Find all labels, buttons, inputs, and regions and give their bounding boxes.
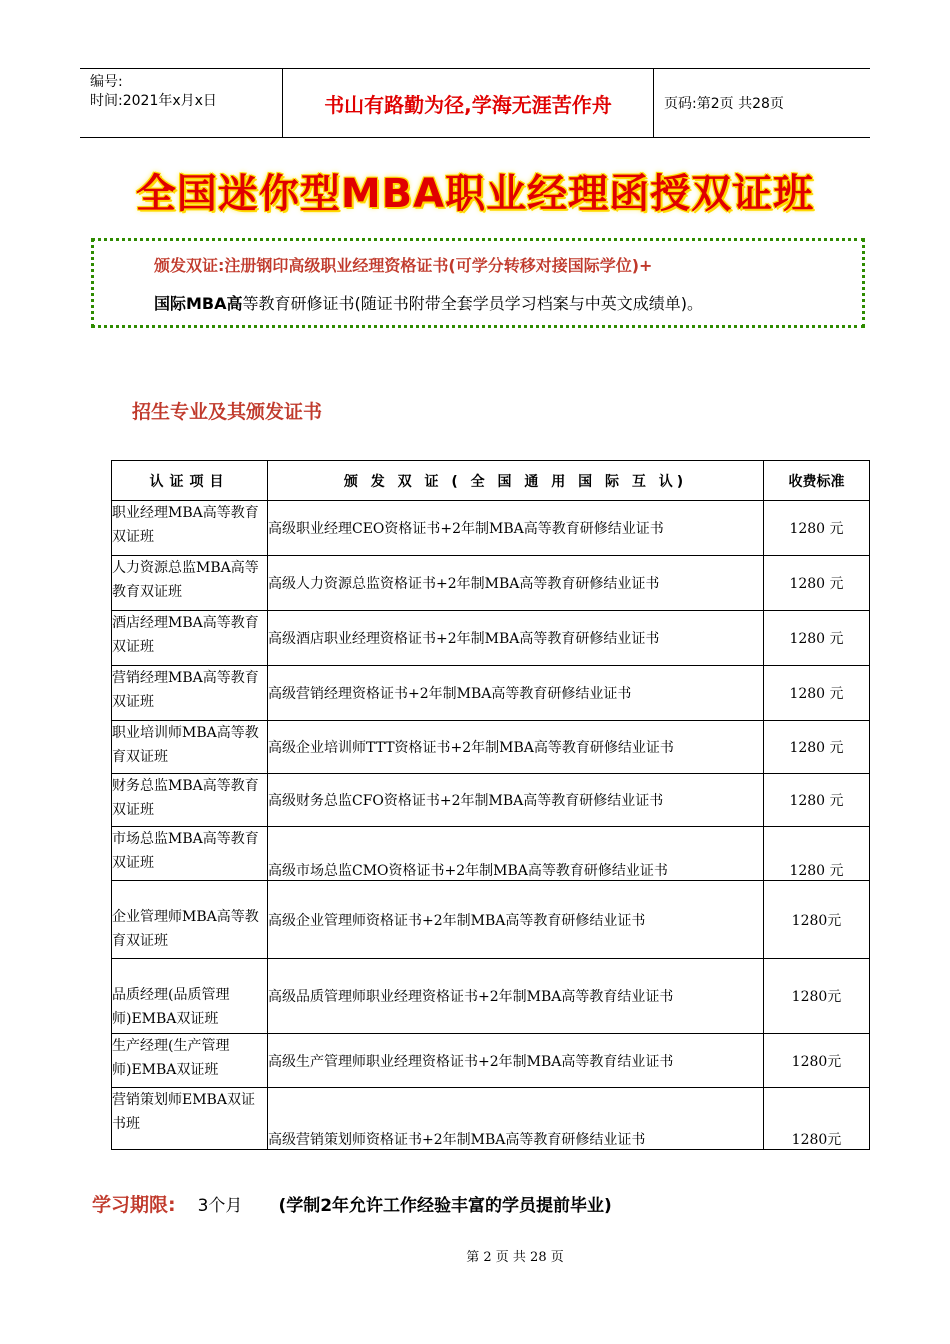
program-fee: 1280 元 xyxy=(764,556,870,611)
header-motto: 书山有路勤为径,学海无涯苦作舟 xyxy=(282,69,654,137)
program-fee: 1280元 xyxy=(764,1088,870,1150)
page-header xyxy=(80,68,870,138)
section-title: 招生专业及其颁发证书 xyxy=(132,401,323,423)
program-fee: 1280 元 xyxy=(764,611,870,666)
table-row xyxy=(112,959,870,1034)
table-row xyxy=(112,501,870,556)
program-fee: 1280 元 xyxy=(764,721,870,774)
certificate-line-2-bold: 国际MBA高 xyxy=(154,294,243,313)
header-certificates: 颁 发 双 证 ( 全 国 通 用 国 际 互 认) xyxy=(268,461,764,501)
program-fee: 1280 元 xyxy=(764,827,870,881)
program-certificates: 高级生产管理师职业经理资格证书+2年制MBA高等教育结业证书 xyxy=(268,1034,764,1088)
page-footer: 第 2 页 共 28 页 xyxy=(466,1250,564,1265)
study-period-value: 3个月 xyxy=(197,1196,243,1216)
programs-table xyxy=(111,460,870,1150)
program-certificates: 高级企业管理师资格证书+2年制MBA高等教育研修结业证书 xyxy=(268,881,764,959)
study-period-label: 学习期限: xyxy=(92,1194,176,1216)
table-row xyxy=(112,611,870,666)
study-period-note: (学制2年允许工作经验丰富的学员提前毕业) xyxy=(278,1196,612,1216)
number-label: 编号: xyxy=(90,74,123,90)
table-row xyxy=(112,774,870,827)
program-fee: 1280 元 xyxy=(764,501,870,556)
table-row xyxy=(112,721,870,774)
program-name: 职业培训师MBA高等教育双证班 xyxy=(112,721,268,774)
header-meta xyxy=(80,69,282,137)
program-fee: 1280元 xyxy=(764,881,870,959)
program-name: 酒店经理MBA高等教育双证班 xyxy=(112,611,268,666)
table-row xyxy=(112,1088,870,1150)
header-program: 认证项目 xyxy=(112,461,268,501)
program-certificates: 高级企业培训师TTT资格证书+2年制MBA高等教育研修结业证书 xyxy=(268,721,764,774)
study-period xyxy=(92,1190,612,1217)
time-label: 时间:2021年x月x日 xyxy=(90,93,217,109)
header-page-info: 页码:第2页 共28页 xyxy=(664,96,784,112)
certificate-line-1: 颁发双证:注册钢印高级职业经理资格证书(可学分转移对接国际学位)+ xyxy=(154,256,653,275)
program-certificates: 高级营销经理资格证书+2年制MBA高等教育研修结业证书 xyxy=(268,666,764,721)
document-title: 全国迷你型MBA职业经理函授双证班 xyxy=(135,171,815,217)
certificate-line-2 xyxy=(154,291,703,314)
table-row xyxy=(112,666,870,721)
program-fee: 1280元 xyxy=(764,959,870,1034)
certificate-line-2-rest: 等教育研修证书(随证书附带全套学员学习档案与中英文成绩单)。 xyxy=(242,294,704,313)
certificate-box xyxy=(91,238,865,328)
program-name: 市场总监MBA高等教育双证班 xyxy=(112,827,268,881)
program-fee: 1280元 xyxy=(764,1034,870,1088)
table-row xyxy=(112,556,870,611)
program-certificates: 高级酒店职业经理资格证书+2年制MBA高等教育研修结业证书 xyxy=(268,611,764,666)
table-row xyxy=(112,881,870,959)
program-fee: 1280 元 xyxy=(764,666,870,721)
program-name: 人力资源总监MBA高等教育双证班 xyxy=(112,556,268,611)
program-name: 生产经理(生产管理师)EMBA双证班 xyxy=(112,1034,268,1088)
program-certificates: 高级市场总监CMO资格证书+2年制MBA高等教育研修结业证书 xyxy=(268,827,764,881)
table-header-row xyxy=(112,461,870,501)
header-fee: 收费标准 xyxy=(764,461,870,501)
program-name: 品质经理(品质管理师)EMBA双证班 xyxy=(112,959,268,1034)
program-certificates: 高级财务总监CFO资格证书+2年制MBA高等教育研修结业证书 xyxy=(268,774,764,827)
program-certificates: 高级营销策划师资格证书+2年制MBA高等教育研修结业证书 xyxy=(268,1088,764,1150)
program-name: 企业管理师MBA高等教育双证班 xyxy=(112,881,268,959)
program-certificates: 高级人力资源总监资格证书+2年制MBA高等教育研修结业证书 xyxy=(268,556,764,611)
program-certificates: 高级品质管理师职业经理资格证书+2年制MBA高等教育结业证书 xyxy=(268,959,764,1034)
table-row xyxy=(112,827,870,881)
program-fee: 1280 元 xyxy=(764,774,870,827)
program-certificates: 高级职业经理CEO资格证书+2年制MBA高等教育研修结业证书 xyxy=(268,501,764,556)
program-name: 营销经理MBA高等教育双证班 xyxy=(112,666,268,721)
table-row xyxy=(112,1034,870,1088)
program-name: 营销策划师EMBA双证书班 xyxy=(112,1088,268,1150)
program-name: 职业经理MBA高等教育双证班 xyxy=(112,501,268,556)
program-name: 财务总监MBA高等教育双证班 xyxy=(112,774,268,827)
